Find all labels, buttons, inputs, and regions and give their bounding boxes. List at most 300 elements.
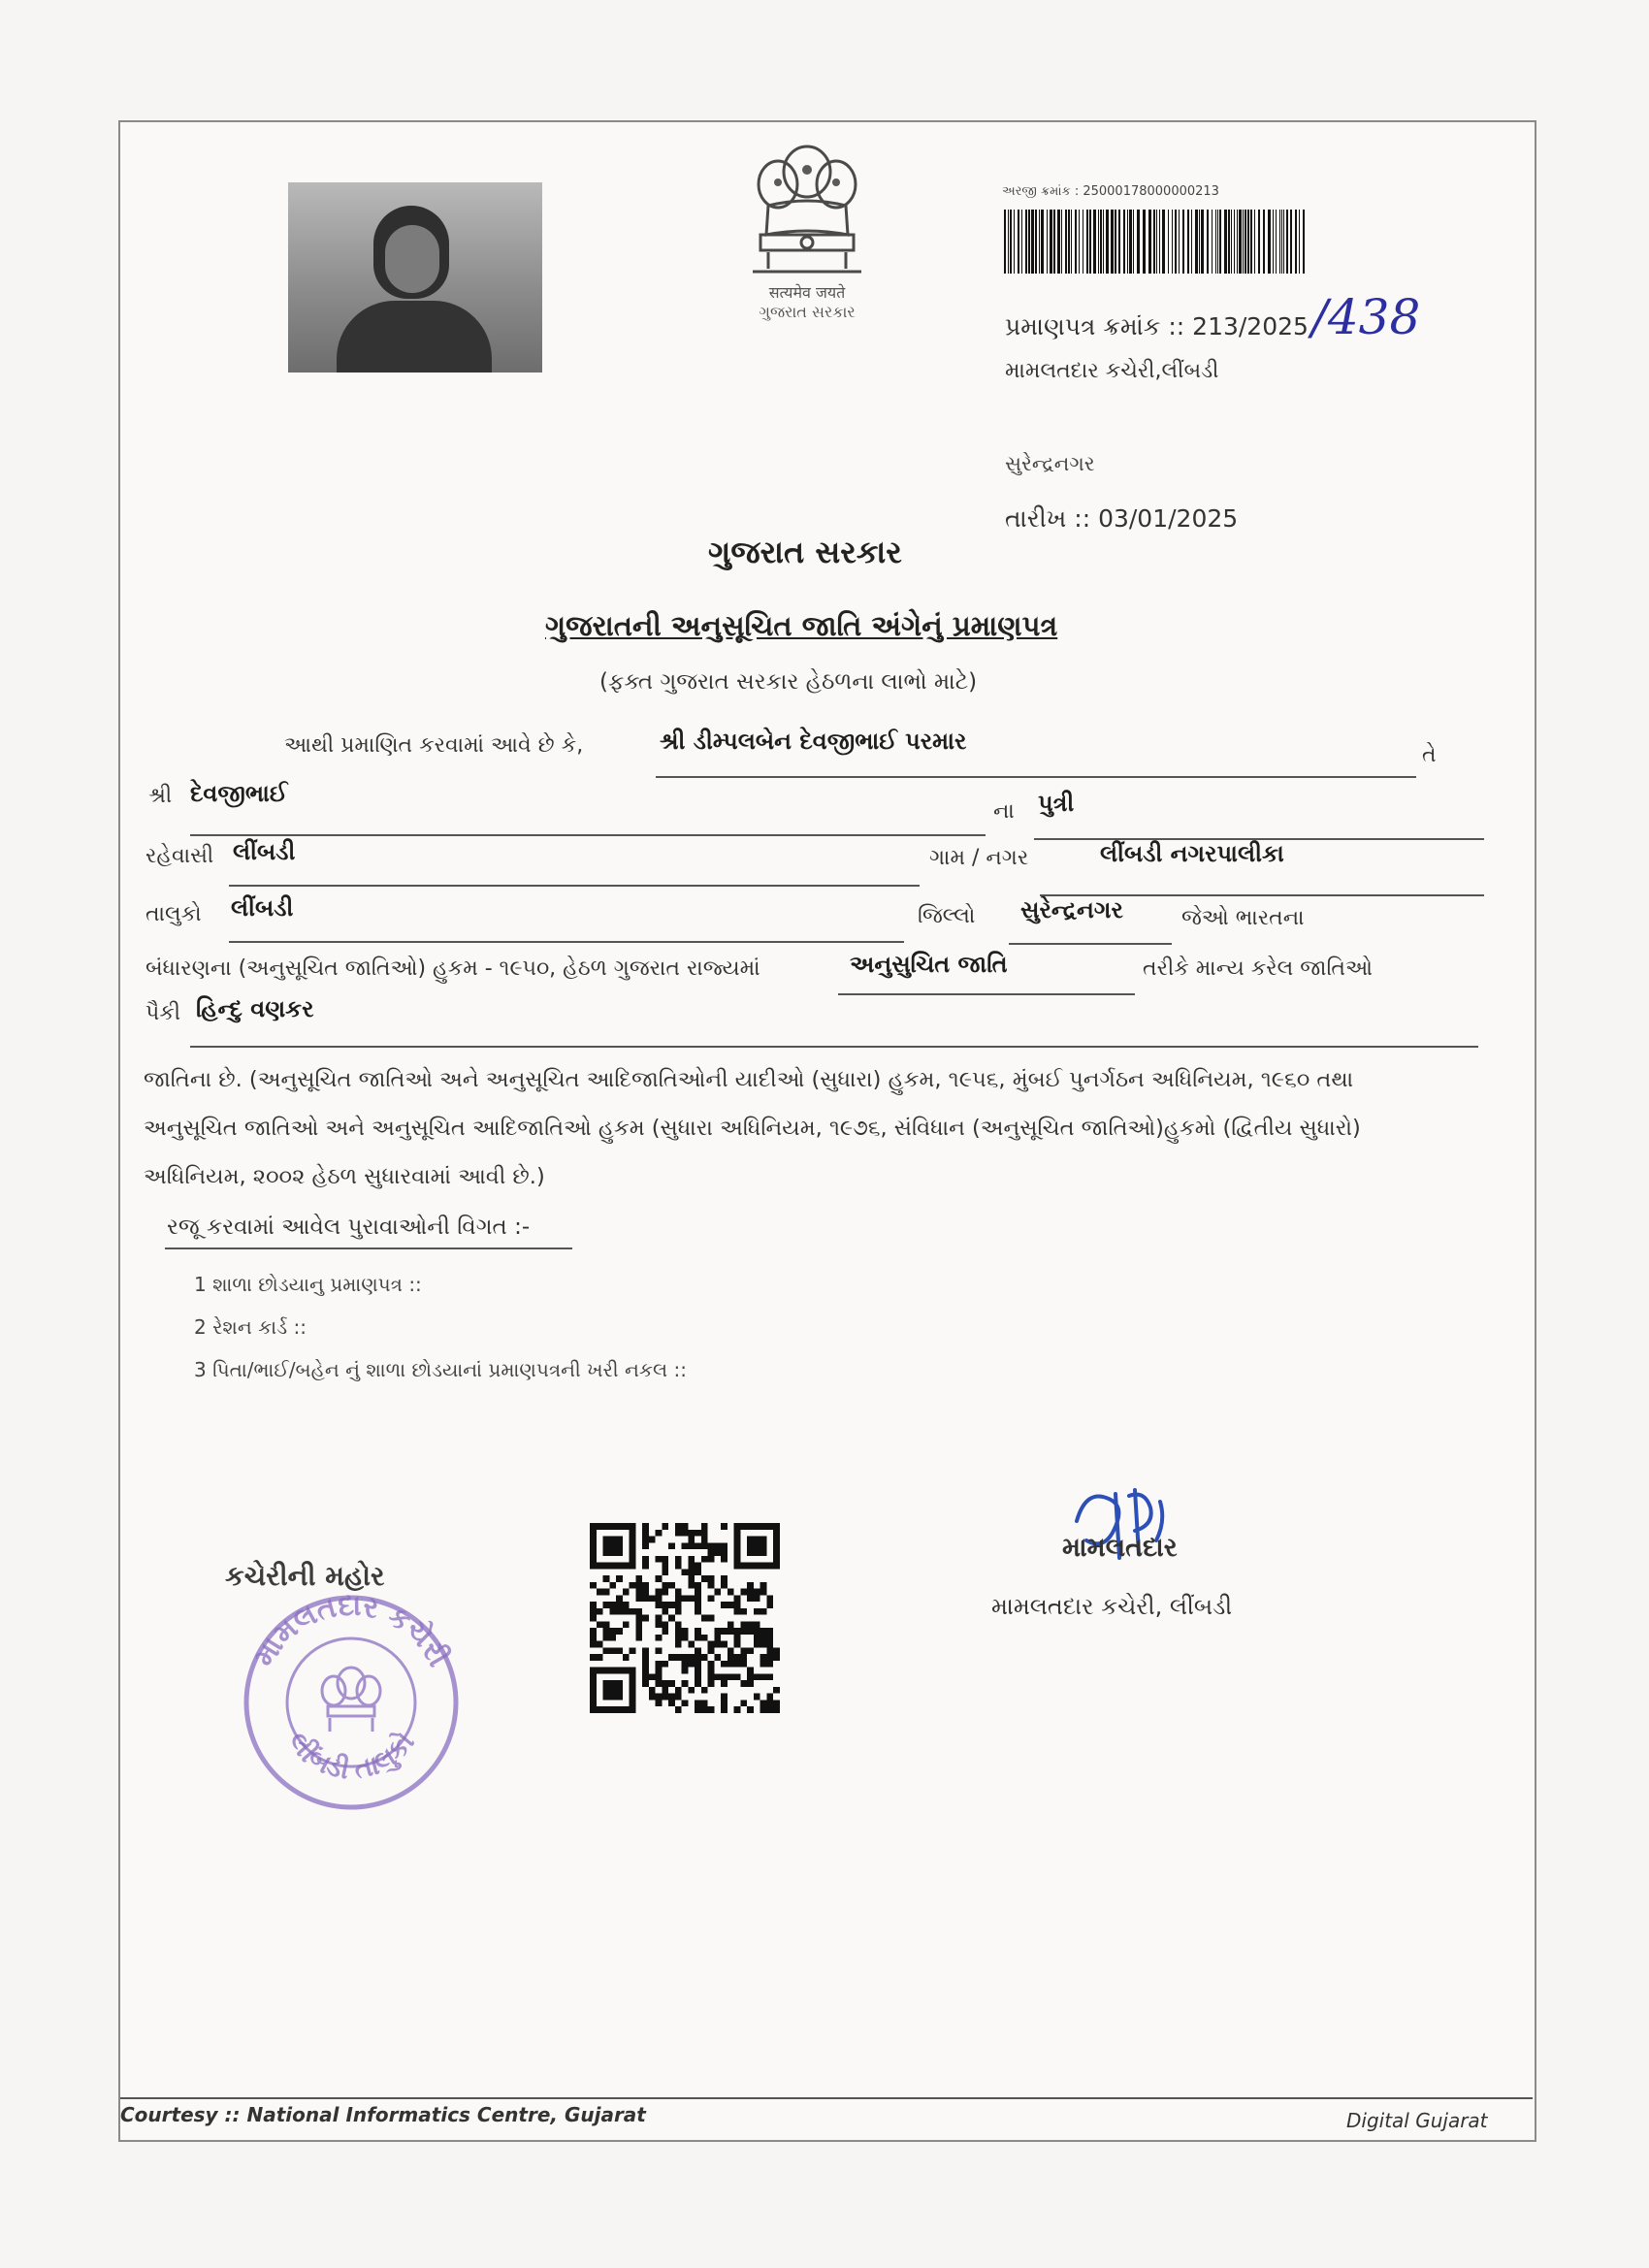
qr-module [688, 1641, 695, 1648]
qr-module [649, 1595, 656, 1602]
qr-module [754, 1563, 760, 1570]
qr-module [642, 1668, 649, 1674]
among-label: પૈકી [146, 1001, 181, 1025]
qr-module [721, 1700, 728, 1706]
qr-module [688, 1687, 695, 1694]
qr-module [656, 1556, 663, 1563]
issuing-district: સુરેન્દ્રનગર [1005, 452, 1095, 475]
qr-module [649, 1694, 656, 1701]
qr-module [740, 1647, 747, 1654]
qr-module [747, 1647, 754, 1654]
qr-module [662, 1608, 668, 1615]
qr-module [734, 1595, 741, 1602]
qr-module [597, 1523, 603, 1530]
qr-module [721, 1680, 728, 1687]
qr-module [656, 1621, 663, 1628]
qr-module [609, 1608, 616, 1615]
legal-paragraph-line-1: જાતિના છે. (અનુસૂચિત જાતિઓ અને અનુસૂચિત આદિજાતિઓની યાદીઓ (સુધારા) હુકમ, ૧૯૫૬, મુંબઈ પુનર્ગઠન અધિનિયમ, ૧૯૬૦ તથા [144, 1067, 1354, 1092]
officer-office: મામલતદાર કચેરી, લીંબડી [991, 1593, 1233, 1620]
qr-module [635, 1615, 642, 1622]
qr-module [721, 1706, 728, 1713]
qr-code-icon [590, 1523, 780, 1713]
qr-module [766, 1647, 773, 1654]
qr-module [603, 1549, 610, 1556]
qr-module [740, 1680, 747, 1687]
qr-module [766, 1628, 773, 1635]
qr-module [740, 1654, 747, 1661]
qr-module [695, 1668, 701, 1674]
qr-module [609, 1537, 616, 1543]
qr-module [760, 1523, 767, 1530]
qr-module [728, 1589, 734, 1596]
qr-module [623, 1608, 630, 1615]
qr-module [642, 1563, 649, 1570]
qr-module [728, 1621, 734, 1628]
certify-text: આથી પ્રમાણિત કરવામાં આવે છે કે, [284, 733, 584, 758]
recognized-text: તરીકે માન્ય કરેલ જાતિઓ [1143, 956, 1373, 981]
qr-module [747, 1668, 754, 1674]
qr-module [695, 1673, 701, 1680]
barcode-bar [1123, 210, 1125, 274]
qr-module [609, 1602, 616, 1608]
qr-module [642, 1595, 649, 1602]
qr-module [721, 1641, 728, 1648]
qr-module [714, 1635, 721, 1641]
qr-module [714, 1549, 721, 1556]
qr-module [766, 1673, 773, 1680]
barcode-bar [1258, 210, 1260, 274]
qr-module [590, 1628, 597, 1635]
qr-module [616, 1680, 623, 1687]
qr-module [675, 1635, 682, 1641]
qr-module [616, 1549, 623, 1556]
qr-module [734, 1661, 741, 1668]
qr-module [668, 1680, 675, 1687]
qr-module [773, 1700, 780, 1706]
qr-module [609, 1523, 616, 1530]
qr-module [728, 1628, 734, 1635]
qr-module [695, 1700, 701, 1706]
applicant-photo [288, 182, 542, 373]
barcode-bar [1018, 210, 1019, 274]
qr-module [616, 1668, 623, 1674]
qr-module [675, 1523, 682, 1530]
district-label: જિલ્લો [918, 904, 976, 928]
qr-module [630, 1608, 636, 1615]
qr-module [773, 1556, 780, 1563]
qr-module [708, 1595, 715, 1602]
barcode-bar [1089, 210, 1091, 274]
qr-module [590, 1582, 597, 1589]
qr-module [695, 1595, 701, 1602]
emblem-org: ગુજરાત સરકાર [759, 303, 856, 321]
barcode-bar [1014, 210, 1015, 274]
barcode-bar [1153, 210, 1155, 274]
qr-module [708, 1647, 715, 1654]
qr-module [656, 1694, 663, 1701]
qr-module [740, 1563, 747, 1570]
application-number: અરજી ક્રમાંક : 25000178000000213 [1002, 184, 1219, 199]
qr-module [760, 1661, 767, 1668]
qr-module [760, 1700, 767, 1706]
qr-module [773, 1654, 780, 1661]
qr-module [635, 1575, 642, 1582]
qr-module [662, 1589, 668, 1596]
qr-module [688, 1537, 695, 1543]
qr-module [603, 1589, 610, 1596]
qr-module [623, 1589, 630, 1596]
qr-module [603, 1621, 610, 1628]
qr-module [668, 1700, 675, 1706]
qr-module [682, 1542, 689, 1549]
handwritten-number: /438 [1311, 289, 1421, 345]
qr-module [747, 1582, 754, 1589]
category-underline [838, 993, 1135, 995]
certificate-number: પ્રમાણપત્ર ક્રમાંક :: 213/2025 [1005, 312, 1309, 340]
qr-module [642, 1537, 649, 1543]
barcode-bar [1065, 210, 1067, 274]
qr-module [721, 1673, 728, 1680]
qr-module [688, 1661, 695, 1668]
qr-module [760, 1641, 767, 1648]
qr-module [616, 1595, 623, 1602]
qr-module [740, 1523, 747, 1530]
applicant-name: શ્રી ડીમ્પલબેન દેવજીભાઈ પરમાર [660, 728, 967, 755]
qr-module [630, 1537, 636, 1543]
barcode-bar [1191, 210, 1192, 274]
qr-module [590, 1602, 597, 1608]
qr-module [590, 1615, 597, 1622]
qr-module [616, 1575, 623, 1582]
qr-module [740, 1661, 747, 1668]
footer-brand: Digital Gujarat [1346, 2109, 1488, 2132]
qr-module [630, 1582, 636, 1589]
qr-module [754, 1589, 760, 1596]
barcode-bar [1035, 210, 1037, 274]
resident-value: લીંબડી [233, 838, 296, 865]
qr-module [675, 1628, 682, 1635]
qr-module [623, 1706, 630, 1713]
qr-module [662, 1680, 668, 1687]
barcode-bar [1127, 210, 1128, 274]
taluka-label: તાલુકો [146, 902, 202, 926]
qr-module [734, 1563, 741, 1570]
barcode-bar [1061, 210, 1062, 274]
qr-module [734, 1635, 741, 1641]
qr-module [590, 1563, 597, 1570]
qr-module [728, 1661, 734, 1668]
office-seal [225, 1586, 477, 1819]
qr-module [597, 1608, 603, 1615]
documents-heading: રજૂ કરવામાં આવેલ પુરાવાઓની વિગત :- [167, 1215, 531, 1240]
qr-module [630, 1530, 636, 1537]
barcode-bar [1115, 210, 1116, 274]
barcode-bar [1021, 210, 1022, 274]
qr-module [635, 1621, 642, 1628]
qr-module [682, 1700, 689, 1706]
barcode-bar [1245, 210, 1246, 274]
qr-module [635, 1589, 642, 1596]
barcode-bar [1175, 210, 1177, 274]
qr-module [754, 1542, 760, 1549]
qr-module [714, 1654, 721, 1661]
barcode-bar [1231, 210, 1232, 274]
qr-module [695, 1608, 701, 1615]
svg-text:મામલતદાર કચેરી [247, 1589, 455, 1672]
qr-module [590, 1654, 597, 1661]
qr-module [708, 1673, 715, 1680]
resident-underline [229, 885, 920, 887]
qr-module [603, 1680, 610, 1687]
caste-value: હિન્દુ વણકર [196, 995, 314, 1022]
qr-module [642, 1542, 649, 1549]
na-label: ના [993, 799, 1015, 824]
certificate-title: ગુજરાતની અનુસૂચિત જાતિ અંગેનું પ્રમાણપત્ર [545, 609, 1058, 642]
qr-module [603, 1635, 610, 1641]
qr-module [688, 1595, 695, 1602]
qr-module [688, 1556, 695, 1563]
qr-module [721, 1542, 728, 1549]
qr-module [656, 1595, 663, 1602]
qr-module [760, 1673, 767, 1680]
qr-module [635, 1595, 642, 1602]
barcode-bar [1100, 210, 1102, 274]
qr-module [695, 1569, 701, 1575]
qr-module [734, 1542, 741, 1549]
shri-label: શ્રી [148, 784, 173, 808]
qr-module [642, 1556, 649, 1563]
qr-module [642, 1589, 649, 1596]
qr-module [590, 1641, 597, 1648]
qr-module [754, 1549, 760, 1556]
qr-module [682, 1668, 689, 1674]
barcode-bar [1250, 210, 1252, 274]
qr-module [760, 1635, 767, 1641]
office-seal-label: કચેરીની મહોર [225, 1560, 385, 1592]
barcode-bar [1237, 210, 1238, 274]
barcode-bar [1254, 210, 1255, 274]
certificate-subtitle: (ફક્ત ગુજરાત સરકાર હેઠળના લાભો માટે) [599, 669, 978, 695]
qr-module [616, 1706, 623, 1713]
qr-module [701, 1615, 708, 1622]
qr-module [766, 1661, 773, 1668]
qr-module [695, 1661, 701, 1668]
qr-module [662, 1563, 668, 1570]
qr-module [708, 1641, 715, 1648]
barcode-bar [1041, 210, 1044, 274]
qr-module [688, 1530, 695, 1537]
qr-module [630, 1694, 636, 1701]
qr-module [649, 1673, 656, 1680]
qr-module [603, 1523, 610, 1530]
qr-module [766, 1654, 773, 1661]
barcode-bar [1268, 210, 1271, 274]
qr-module [747, 1589, 754, 1596]
qr-module [642, 1615, 649, 1622]
qr-module [760, 1537, 767, 1543]
qr-module [590, 1523, 597, 1530]
qr-module [616, 1537, 623, 1543]
qr-module [773, 1549, 780, 1556]
qr-module [773, 1530, 780, 1537]
qr-module [760, 1542, 767, 1549]
qr-module [773, 1537, 780, 1543]
legal-paragraph-line-3: અધિનિયમ, ૨૦૦૨ હેઠળ સુધારવામાં આવી છે.) [144, 1164, 545, 1189]
barcode-bar [1050, 210, 1052, 274]
qr-module [688, 1569, 695, 1575]
barcode-bar [1106, 210, 1109, 274]
qr-module [616, 1563, 623, 1570]
qr-module [649, 1537, 656, 1543]
qr-module [597, 1563, 603, 1570]
qr-module [721, 1523, 728, 1530]
qr-module [695, 1635, 701, 1641]
qr-module [603, 1628, 610, 1635]
qr-module [656, 1680, 663, 1687]
barcode-bar [1025, 210, 1027, 274]
officer-title: મામલતદાર [1062, 1533, 1178, 1563]
caste-underline [190, 1046, 1478, 1048]
qr-module [747, 1628, 754, 1635]
qr-module [675, 1595, 682, 1602]
barcode-bar [1111, 210, 1114, 274]
qr-module [630, 1556, 636, 1563]
qr-module [668, 1602, 675, 1608]
barcode-bar [1281, 210, 1282, 274]
qr-module [760, 1582, 767, 1589]
qr-module [616, 1602, 623, 1608]
qr-module [773, 1563, 780, 1570]
qr-module [747, 1537, 754, 1543]
qr-module [603, 1563, 610, 1570]
barcode-bar [1103, 210, 1104, 274]
qr-module [662, 1621, 668, 1628]
qr-module [766, 1635, 773, 1641]
barcode-bar [1295, 210, 1297, 274]
qr-module [721, 1549, 728, 1556]
barcode-bar [1098, 210, 1099, 274]
barcode-bar [1086, 210, 1088, 274]
category-value: અનુસુચિત જાતિ [850, 951, 1008, 978]
barcode-bar [1071, 210, 1072, 274]
barcode-bar [1156, 210, 1157, 274]
barcode-bar [1129, 210, 1132, 274]
barcode-bar [1290, 210, 1292, 274]
qr-module [675, 1654, 682, 1661]
village-label: ગામ / નગર [929, 846, 1029, 870]
relation-value: પુત્રી [1038, 790, 1075, 817]
qr-module [734, 1523, 741, 1530]
father-name: દેવજીભાઈ [190, 780, 288, 807]
ashoka-emblem-icon [739, 138, 875, 283]
barcode-bar [1247, 210, 1249, 274]
qr-module [708, 1582, 715, 1589]
qr-module [734, 1673, 741, 1680]
qr-module [662, 1687, 668, 1694]
qr-module [630, 1706, 636, 1713]
qr-module [766, 1595, 773, 1602]
qr-module [754, 1673, 760, 1680]
qr-module [609, 1706, 616, 1713]
qr-module [754, 1628, 760, 1635]
qr-module [754, 1635, 760, 1641]
qr-module [695, 1647, 701, 1654]
qr-module [597, 1668, 603, 1674]
barcode-bar [1273, 210, 1274, 274]
qr-module [701, 1556, 708, 1563]
qr-module [616, 1647, 623, 1654]
barcode-bar [1010, 210, 1012, 274]
qr-module [766, 1706, 773, 1713]
qr-module [773, 1687, 780, 1694]
qr-module [642, 1582, 649, 1589]
qr-module [656, 1661, 663, 1668]
qr-module [675, 1530, 682, 1537]
barcode-bar [1276, 210, 1277, 274]
qr-module [642, 1661, 649, 1668]
qr-module [609, 1680, 616, 1687]
qr-module [603, 1542, 610, 1549]
qr-module [590, 1700, 597, 1706]
seal-ring-bottom: લીંબડી તાલુકો [281, 1725, 421, 1786]
qr-module [682, 1680, 689, 1687]
qr-module [701, 1700, 708, 1706]
qr-module [695, 1542, 701, 1549]
qr-module [616, 1687, 623, 1694]
qr-module [734, 1628, 741, 1635]
qr-module [630, 1680, 636, 1687]
seal-ring-top: મામલતદાર કચેરી [246, 1588, 456, 1673]
qr-module [675, 1621, 682, 1628]
qr-module [728, 1647, 734, 1654]
qr-module [656, 1575, 663, 1582]
qr-module [695, 1530, 701, 1537]
qr-module [708, 1549, 715, 1556]
barcode-bar [1217, 210, 1218, 274]
qr-module [656, 1700, 663, 1706]
svg-text:લીંબડી તાલુકો [281, 1726, 420, 1786]
qr-module [714, 1589, 721, 1596]
barcode-bar [1228, 210, 1230, 274]
qr-module [597, 1706, 603, 1713]
qr-module [675, 1556, 682, 1563]
qr-module [662, 1661, 668, 1668]
barcode-bar [1057, 210, 1060, 274]
qr-module [708, 1556, 715, 1563]
barcode-bar [1187, 210, 1189, 274]
barcode-icon [1002, 210, 1310, 274]
document-item: 2 રેશન કાર્ડ :: [194, 1315, 307, 1339]
barcode-bar [1068, 210, 1070, 274]
qr-module [688, 1575, 695, 1582]
qr-module [708, 1706, 715, 1713]
qr-module [590, 1542, 597, 1549]
qr-module [675, 1694, 682, 1701]
qr-module [662, 1523, 668, 1530]
qr-module [668, 1542, 675, 1549]
barcode-bar [1133, 210, 1134, 274]
qr-module [603, 1647, 610, 1654]
qr-module [590, 1635, 597, 1641]
qr-module [754, 1523, 760, 1530]
qr-module [721, 1575, 728, 1582]
qr-module [649, 1687, 656, 1694]
barcode-bar [1168, 210, 1169, 274]
qr-module [630, 1700, 636, 1706]
qr-module [714, 1628, 721, 1635]
qr-module [590, 1673, 597, 1680]
qr-module [609, 1694, 616, 1701]
